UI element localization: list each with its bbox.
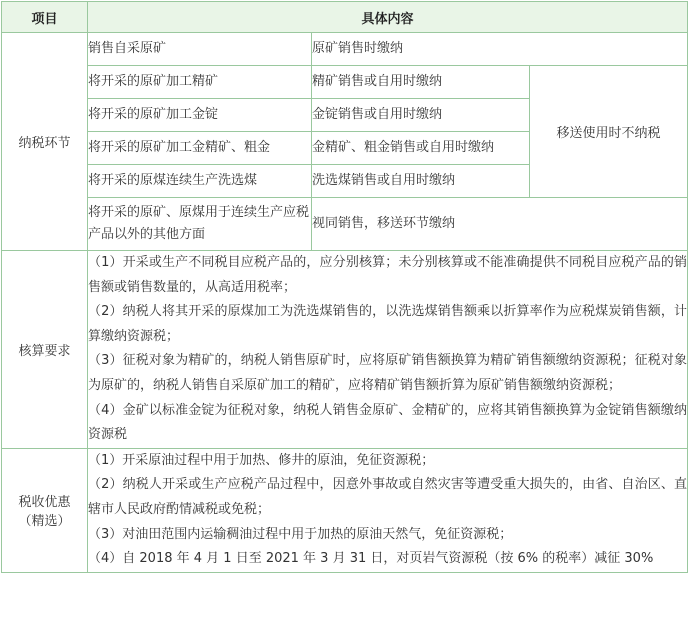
incentive-paragraph: （2）纳税人开采或生产应税产品过程中，因意外事故或自然灾害等遭受重大损失的，由省、自治区、直辖市人民政府酌情减税或免税； xyxy=(88,477,687,517)
table-row xyxy=(2,251,688,449)
link-item: 将开采的原矿加工金锭 xyxy=(88,99,312,132)
section-label-links: 纳税环节 xyxy=(2,33,88,251)
incentive-paragraph: （3）对油田范围内运输稠油过程中用于加热的原油天然气，免征资源税； xyxy=(88,526,513,542)
table-row xyxy=(2,66,688,99)
header-row xyxy=(2,2,688,33)
link-timing: 金精矿、粗金销售或自用时缴纳 xyxy=(312,132,530,165)
accounting-paragraph: （2）纳税人将其开采的原煤加工为洗选煤销售的，以洗选煤销售额乘以折算率作为应税煤炭销售额，计算缴纳资源税； xyxy=(88,304,687,344)
section-label-incentives xyxy=(2,448,88,572)
link-timing: 精矿销售或自用时缴纳 xyxy=(312,66,530,99)
incentives-content xyxy=(88,448,688,572)
link-item: 将开采的原矿、原煤用于连续生产应税产品以外的其他方面 xyxy=(88,198,312,251)
link-timing: 金锭销售或自用时缴纳 xyxy=(312,99,530,132)
accounting-paragraph: （3）征税对象为精矿的，纳税人销售原矿时，应将原矿销售额换算为精矿销售额缴纳资源税；征税对象为原矿的，纳税人销售自采原矿加工的精矿，应将精矿销售额折算为原矿销售额缴纳资源税； xyxy=(88,353,687,393)
table-row xyxy=(2,33,688,66)
link-item: 将开采的原矿加工精矿 xyxy=(88,66,312,99)
incentive-paragraph: （1）开采原油过程中用于加热、修井的原油，免征资源税； xyxy=(88,452,435,468)
link-timing: 视同销售，移送环节缴纳 xyxy=(312,198,688,251)
side-note: 移送使用时不纳税 xyxy=(530,66,688,198)
incentive-paragraph: （4）自 2018 年 4 月 1 日至 2021 年 3 月 31 日，对页岩气资源税（按 6% 的税率）减征 30% xyxy=(88,551,654,567)
incentives-label: 税收优惠 xyxy=(18,495,71,511)
accounting-paragraph: （1）开采或生产不同税目应税产品的，应分别核算；未分别核算或不能准确提供不同税目应税产品的销售额或销售数量的，从高适用税率； xyxy=(88,255,687,295)
accounting-paragraph: （4）金矿以标准金锭为征税对象，纳税人销售金原矿、金精矿的，应将其销售额换算为金锭销售额缴纳资源税 xyxy=(88,402,687,443)
link-timing: 原矿销售时缴纳 xyxy=(312,33,688,66)
incentives-sublabel: （精选） xyxy=(18,514,71,530)
header-content: 具体内容 xyxy=(88,2,688,33)
resource-tax-table xyxy=(1,1,688,573)
link-item: 销售自采原矿 xyxy=(88,33,312,66)
header-item: 项目 xyxy=(2,2,88,33)
accounting-content xyxy=(88,251,688,449)
link-item: 将开采的原矿加工金精矿、粗金 xyxy=(88,132,312,165)
link-timing: 洗选煤销售或自用时缴纳 xyxy=(312,165,530,198)
table-row xyxy=(2,198,688,251)
table-row xyxy=(2,448,688,572)
section-label-accounting: 核算要求 xyxy=(2,251,88,449)
link-item: 将开采的原煤连续生产洗选煤 xyxy=(88,165,312,198)
